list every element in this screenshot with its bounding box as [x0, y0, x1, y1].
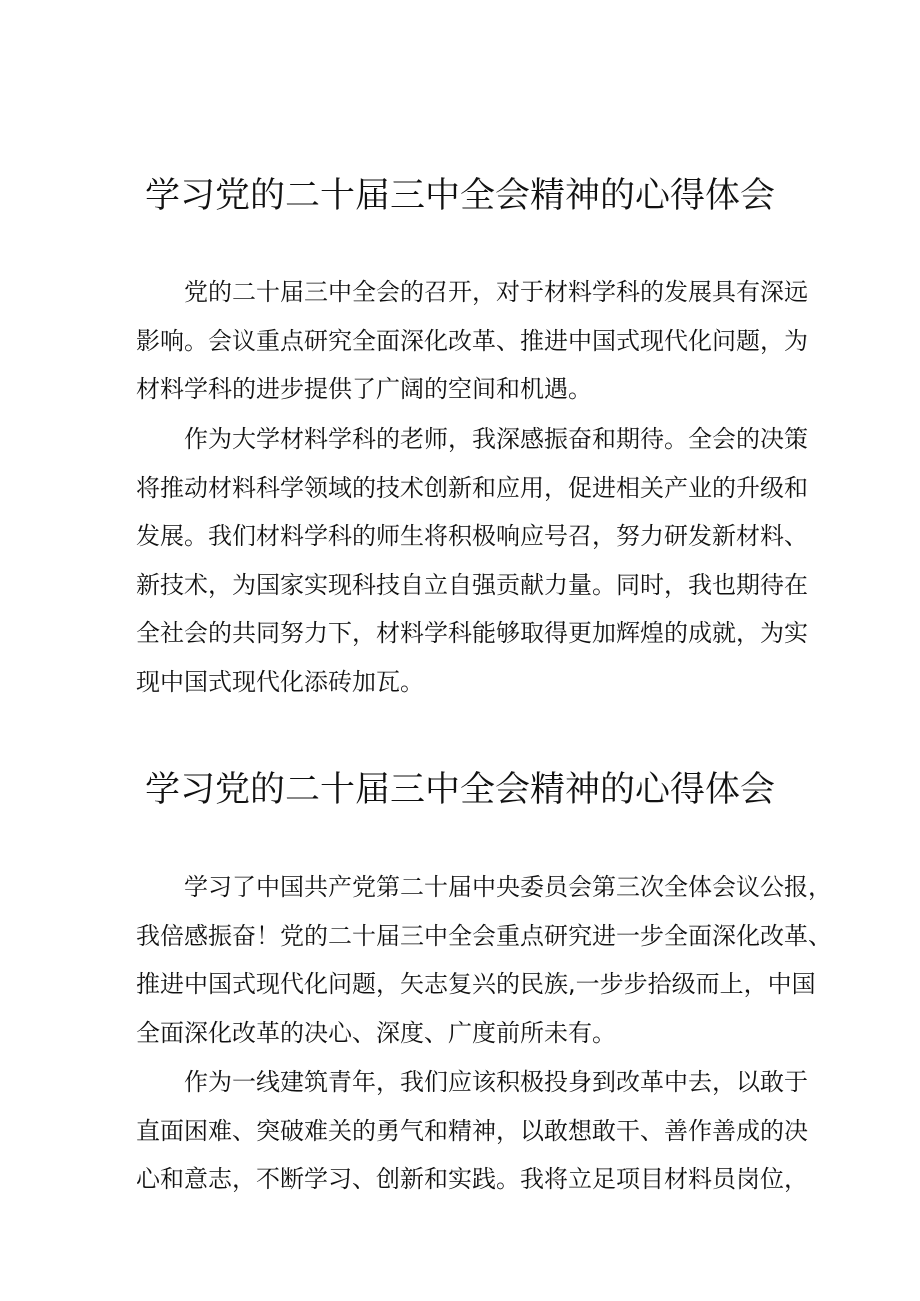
- section-1-paragraph-2: [136, 415, 808, 707]
- section-1-paragraph-1: [136, 268, 808, 414]
- text-line: 直面困难、突破难关的勇气和精神，以敢想敢干、善作善成的决: [136, 1116, 808, 1145]
- text-line: 心和意志，不断学习、创新和实践。我将立足项目材料员岗位，: [136, 1165, 808, 1194]
- text-line: 作为大学材料学科的老师，我深感振奋和期待。全会的决策: [184, 425, 808, 453]
- text-line: 新技术，为国家实现科技自立自强贡献力量。同时，我也期待在: [136, 570, 808, 599]
- text-line: 将推动材料科学领域的技术创新和应用，促进相关产业的升级和: [136, 473, 808, 502]
- section-2-paragraph-2: [136, 1058, 808, 1204]
- section-2-title: 学习党的二十届三中全会精神的心得体会: [144, 770, 775, 810]
- text-line: 现中国式现代化添砖加瓦。: [136, 667, 424, 696]
- section-2-paragraph-1: [136, 863, 832, 1057]
- text-line: 影响。会议重点研究全面深化改革、推进中国式现代化问题，为: [136, 326, 808, 355]
- text-line: 推进中国式现代化问题，矢志复兴的民族,一步步拾级而上，中国: [136, 970, 816, 999]
- text-line: 作为一线建筑青年，我们应该积极投身到改革中去，以敢于: [184, 1068, 808, 1096]
- text-line: 我倍感振奋！党的二十届三中全会重点研究进一步全面深化改革、: [136, 921, 832, 950]
- text-line: 学习了中国共产党第二十届中央委员会第三次全体会议公报，: [184, 873, 832, 901]
- text-line: 全社会的共同努力下，材料学科能够取得更加辉煌的成就，为实: [136, 619, 808, 648]
- text-line: 全面深化改革的决心、深度、广度前所未有。: [136, 1018, 616, 1047]
- text-line: 发展。我们材料学科的师生将积极响应号召，努力研发新材料、: [136, 522, 808, 551]
- text-line: 材料学科的进步提供了广阔的空间和机遇。: [136, 375, 592, 404]
- section-1-title: 学习党的二十届三中全会精神的心得体会: [144, 176, 775, 216]
- text-line: 党的二十届三中全会的召开，对于材料学科的发展具有深远: [184, 278, 808, 306]
